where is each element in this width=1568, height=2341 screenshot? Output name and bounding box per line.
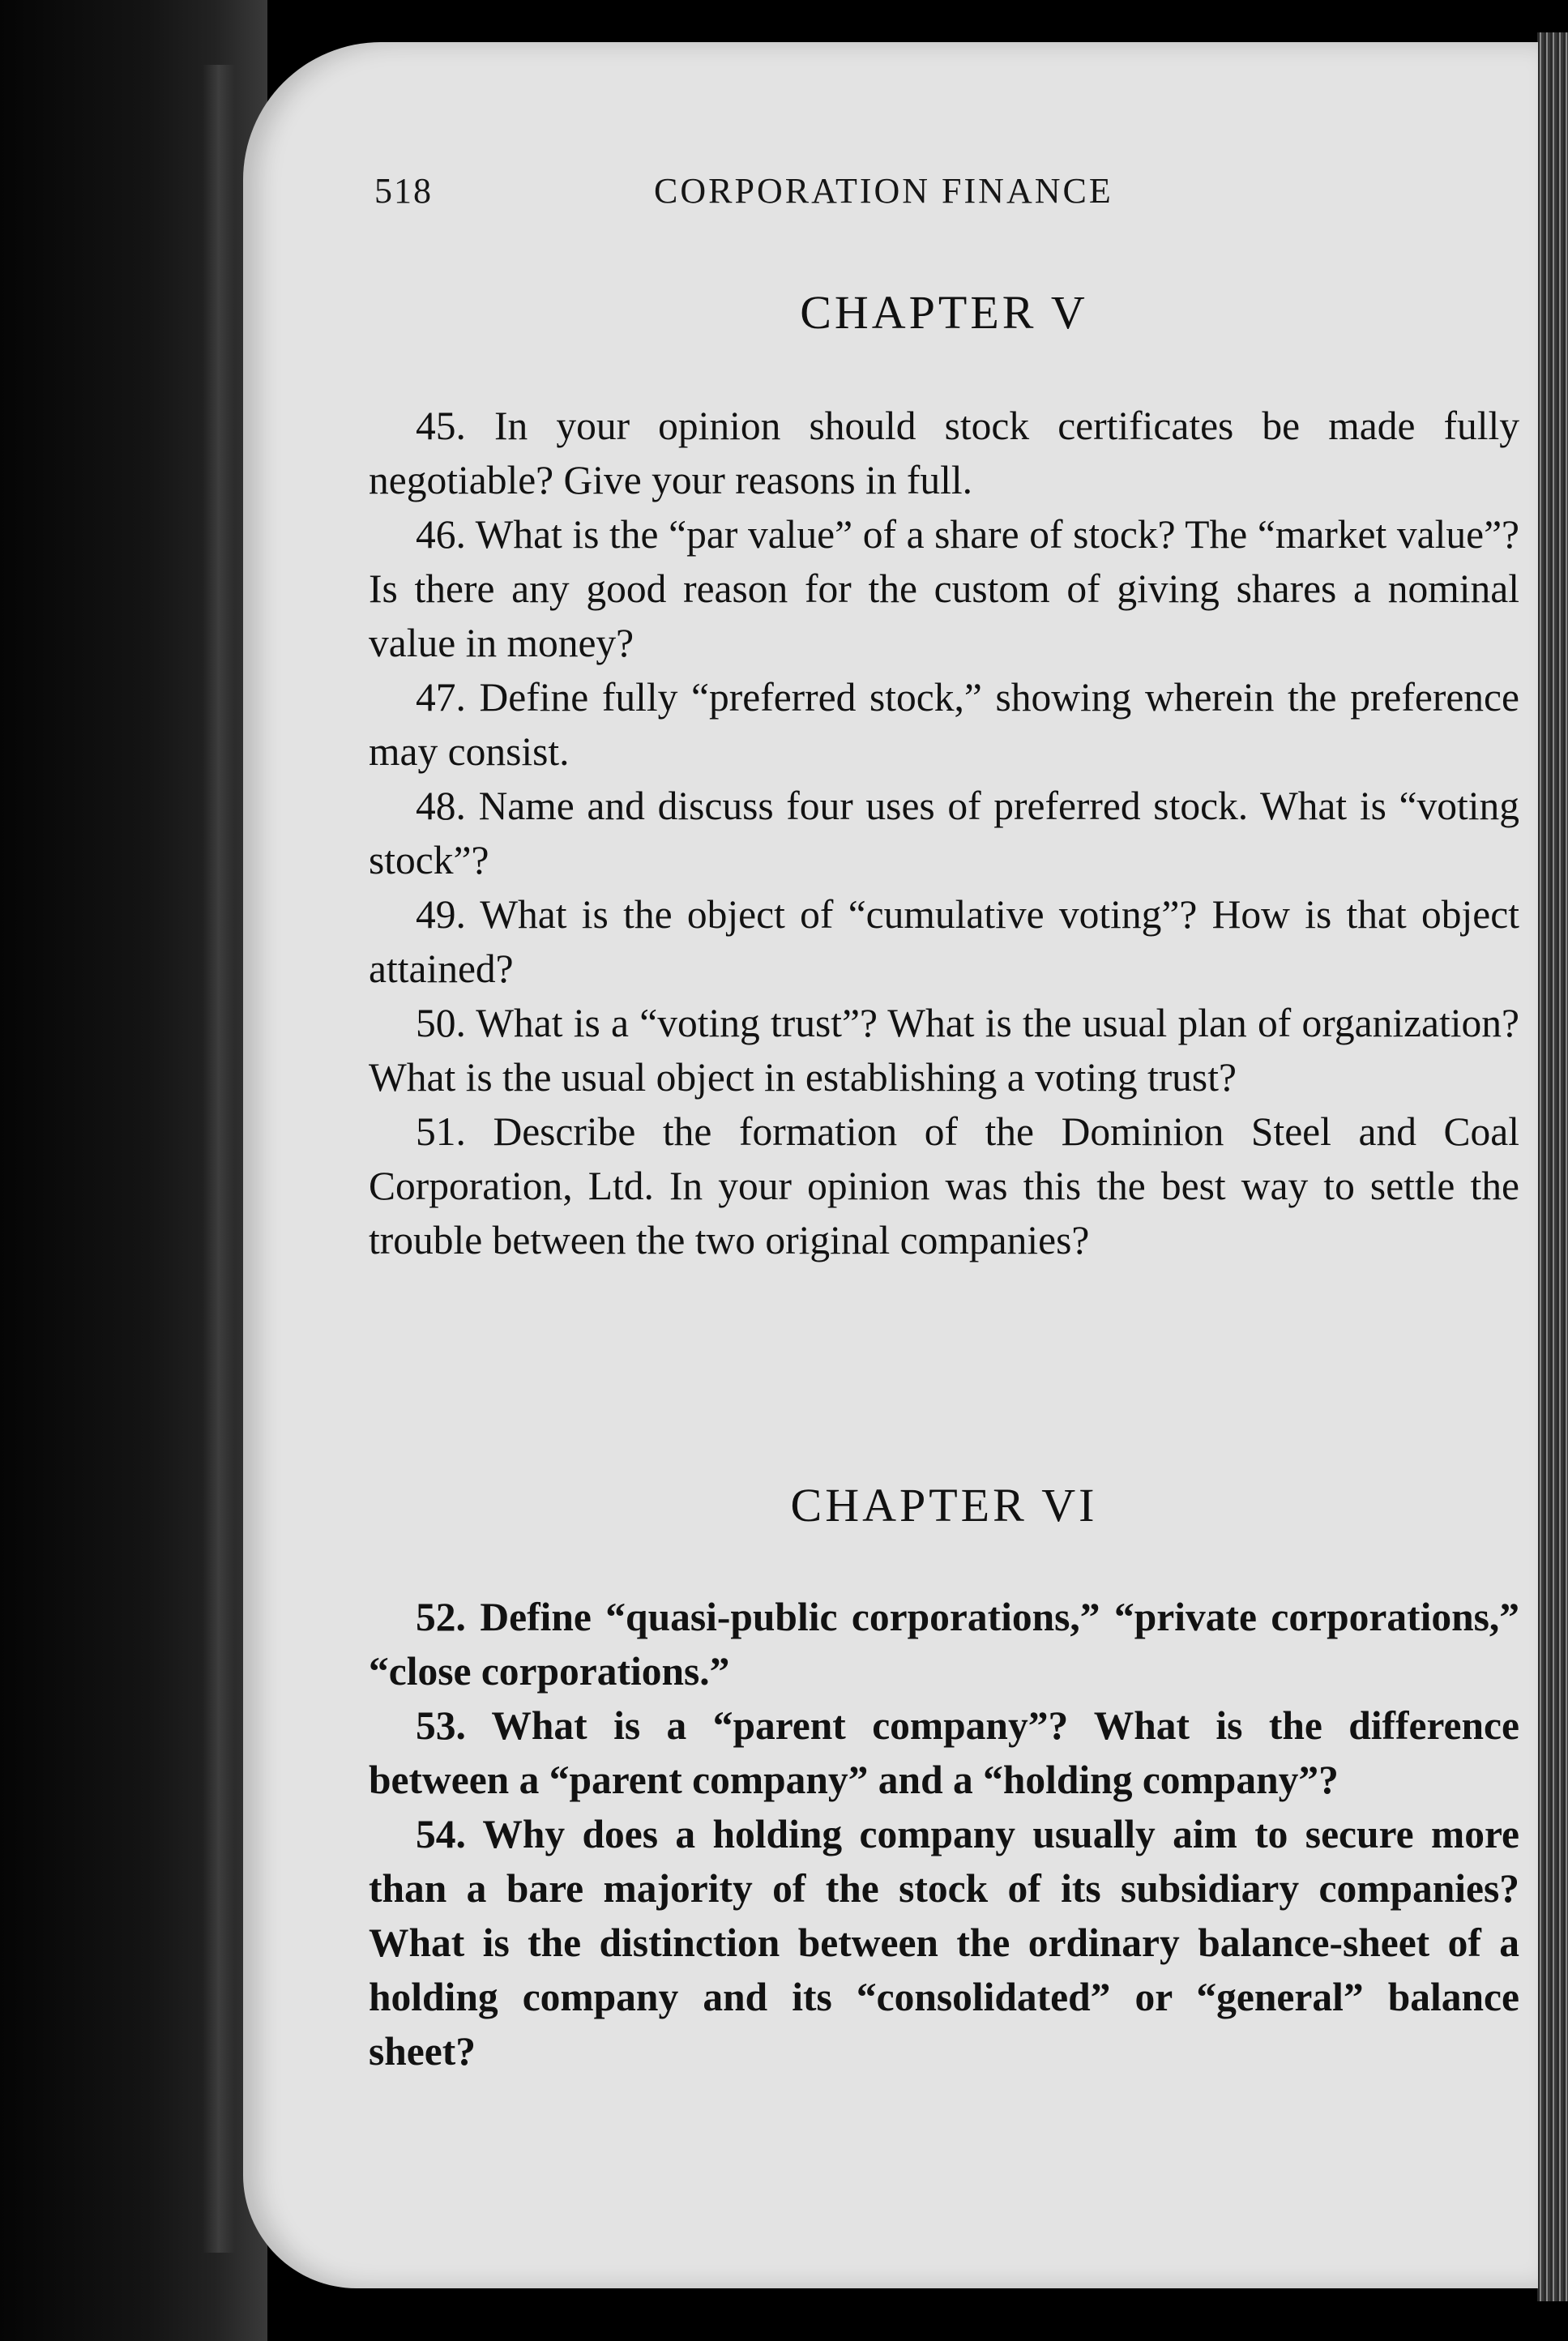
question-text: What is the object of “cumulative voting”? How is that object attained?	[369, 892, 1519, 991]
question-50	[369, 996, 1519, 1104]
question-text: Describe the formation of the Dominion Steel and Coal Corporation, Ltd. In your opinion was this the best way to settle the trouble between the two original companies?	[369, 1109, 1519, 1262]
question-text: What is a “voting trust”? What is the usual plan of organization? What is the usual object in establishing a voting trust?	[369, 1001, 1519, 1100]
question-53	[369, 1698, 1519, 1807]
question-text: In your opinion should stock certificates be made fully negotiable? Give your reasons in full.	[369, 404, 1519, 502]
question-number: 45.	[416, 404, 466, 448]
question-number: 50.	[416, 1001, 466, 1045]
question-number: 47.	[416, 675, 466, 720]
running-title: CORPORATION FINANCE	[654, 171, 1113, 211]
question-text: Name and discuss four uses of preferred stock. What is “voting stock”?	[369, 784, 1520, 882]
question-54	[369, 1807, 1519, 2078]
page-stack-edge	[1537, 32, 1568, 2301]
question-number: 51.	[416, 1109, 466, 1154]
chapter-v-questions	[369, 399, 1519, 1267]
chapter-heading-vi: CHAPTER VI	[790, 1479, 1098, 1531]
question-number: 54.	[416, 1812, 466, 1856]
question-number: 46.	[416, 512, 466, 557]
question-number: 52.	[416, 1595, 466, 1639]
question-48	[369, 779, 1519, 887]
question-51	[369, 1104, 1519, 1267]
question-text: Define “quasi-public corporations,” “private corporations,” “close corporations.”	[369, 1595, 1519, 1694]
binding-highlight	[203, 65, 235, 2253]
question-45	[369, 399, 1519, 507]
question-number: 48.	[416, 784, 466, 828]
chapter-heading-v: CHAPTER V	[800, 286, 1088, 339]
chapter-vi-questions	[369, 1590, 1519, 2078]
question-52	[369, 1590, 1519, 1698]
question-number: 53.	[416, 1703, 466, 1748]
book-page	[243, 42, 1538, 2288]
question-text: What is a “parent company”? What is the difference between a “parent company” and a “holding company”?	[369, 1703, 1519, 1802]
question-number: 49.	[416, 892, 466, 937]
page-number: 518	[374, 171, 433, 211]
question-text: What is the “par value” of a share of stock? The “market value”? Is there any good reason for the custom of giving shares a nominal value in money?	[369, 512, 1520, 665]
question-46	[369, 507, 1519, 670]
question-49	[369, 887, 1519, 996]
running-head	[374, 170, 1428, 219]
question-47	[369, 670, 1519, 779]
question-text: Define fully “preferred stock,” showing wherein the preference may consist.	[369, 675, 1520, 774]
question-text: Why does a holding company usually aim to secure more than a bare majority of the stock of its subsidiary companies? What is the distinction between the ordinary balance-sheet of a holding company and its “consolidated” or “general” balance sheet?	[369, 1812, 1519, 2074]
